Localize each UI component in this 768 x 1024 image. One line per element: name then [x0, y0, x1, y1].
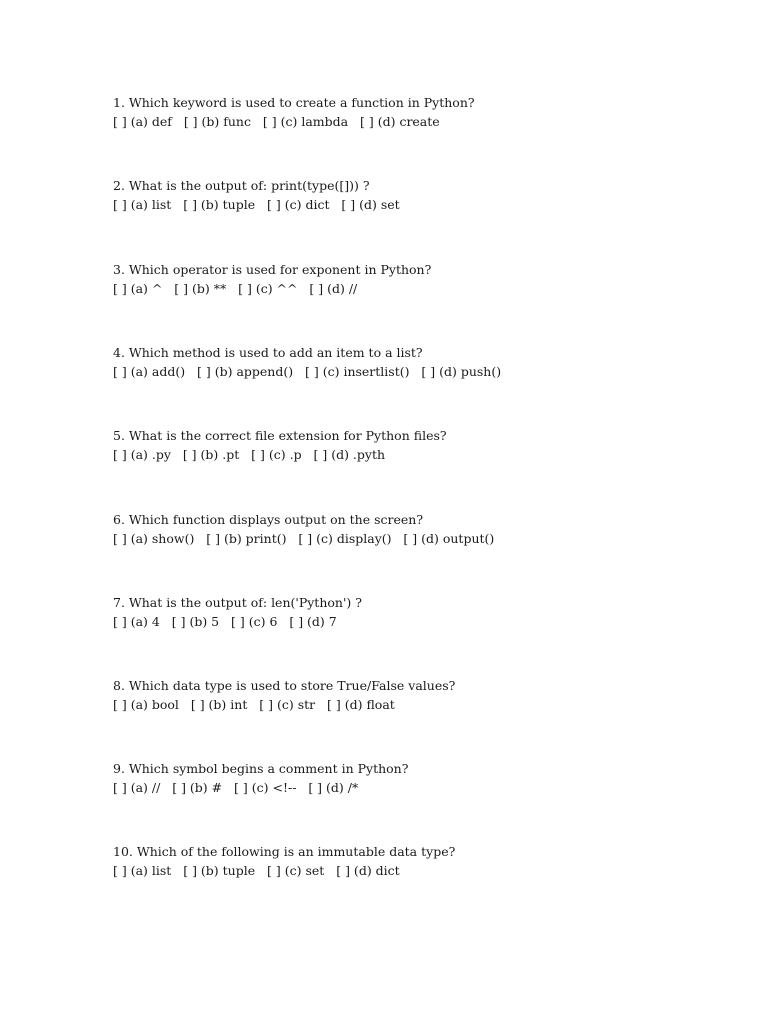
question-text: 8. Which data type is used to store True/False values? — [113, 678, 456, 693]
question-text: 3. Which operator is used for exponent in Python? — [113, 262, 432, 277]
question-text: 1. Which keyword is used to create a function in Python? — [113, 95, 475, 110]
answer-options: [ ] (a) show() [ ] (b) print() [ ] (c) display() [ ] (d) output() — [113, 531, 495, 546]
answer-options: [ ] (a) .py [ ] (b) .pt [ ] (c) .p [ ] (d) .pyth — [113, 447, 386, 462]
question-text: 2. What is the output of: print(type([])) ? — [113, 178, 370, 193]
question-2 — [113, 176, 713, 214]
answer-options: [ ] (a) // [ ] (b) # [ ] (c) <!-- [ ] (d) /* — [113, 780, 359, 795]
answer-options: [ ] (a) add() [ ] (b) append() [ ] (c) insertlist() [ ] (d) push() — [113, 364, 502, 379]
answer-options: [ ] (a) ^ [ ] (b) ** [ ] (c) ^^ [ ] (d) // — [113, 281, 358, 296]
question-text: 6. Which function displays output on the screen? — [113, 512, 424, 527]
answer-options: [ ] (a) list [ ] (b) tuple [ ] (c) set [ ] (d) dict — [113, 863, 400, 878]
question-3 — [113, 260, 713, 298]
question-text: 9. Which symbol begins a comment in Python? — [113, 761, 409, 776]
question-text: 5. What is the correct file extension for Python files? — [113, 428, 447, 443]
question-text: 10. Which of the following is an immutable data type? — [113, 844, 456, 859]
question-6 — [113, 510, 713, 548]
question-text: 7. What is the output of: len('Python') ? — [113, 595, 362, 610]
answer-options: [ ] (a) 4 [ ] (b) 5 [ ] (c) 6 [ ] (d) 7 — [113, 614, 337, 629]
question-10 — [113, 842, 713, 880]
answer-options: [ ] (a) def [ ] (b) func [ ] (c) lambda [ ] (d) create — [113, 114, 440, 129]
question-7 — [113, 593, 713, 631]
question-text: 4. Which method is used to add an item to a list? — [113, 345, 423, 360]
answer-options: [ ] (a) list [ ] (b) tuple [ ] (c) dict [ ] (d) set — [113, 197, 400, 212]
question-9 — [113, 759, 713, 797]
answer-options: [ ] (a) bool [ ] (b) int [ ] (c) str [ ] (d) float — [113, 697, 395, 712]
question-8 — [113, 676, 713, 714]
question-5 — [113, 426, 713, 464]
question-1 — [113, 93, 713, 131]
question-4 — [113, 343, 713, 381]
